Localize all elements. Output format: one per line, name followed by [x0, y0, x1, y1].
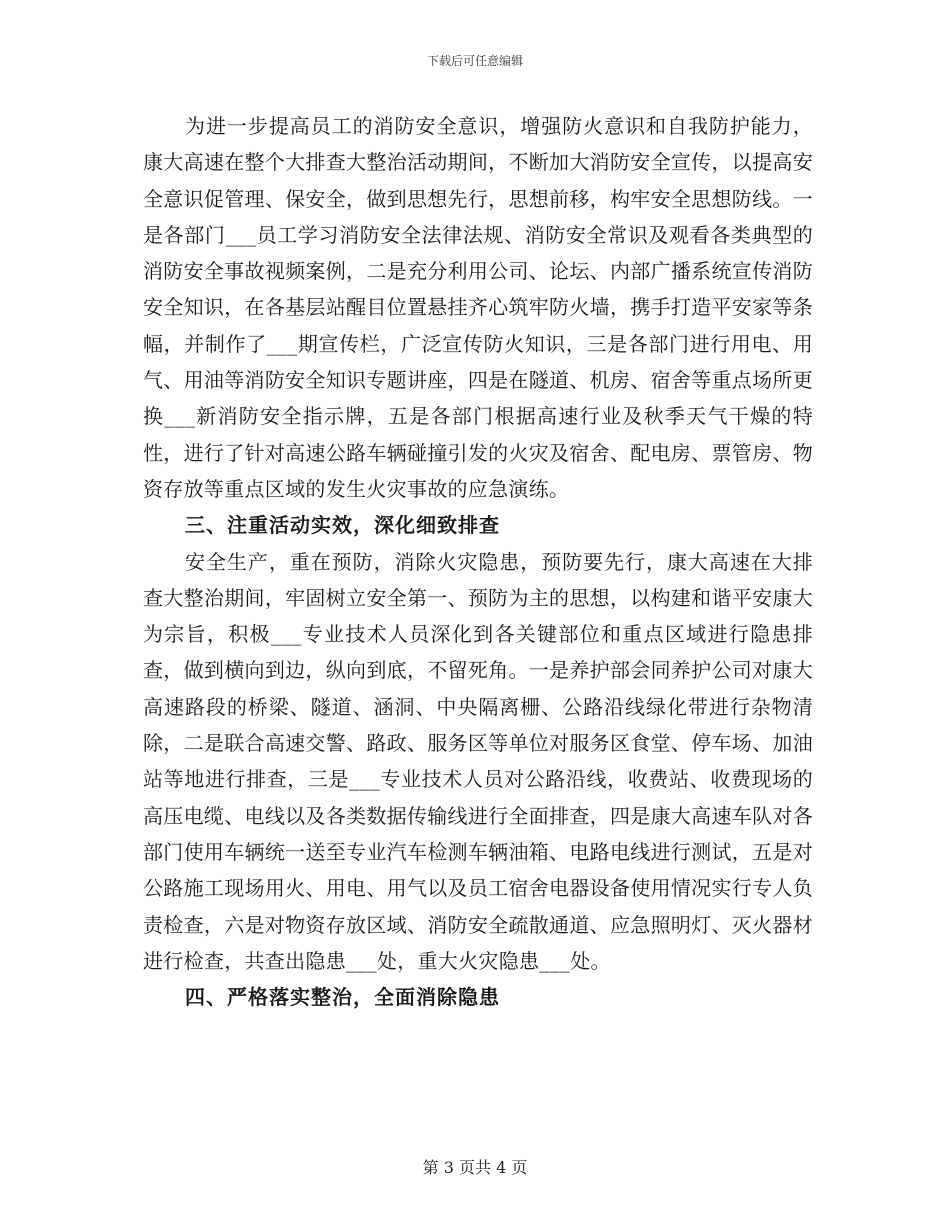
body-paragraph-fire-publicity: 为进一步提高员工的消防安全意识，增强防火意识和自我防护能力，康大高速在整个大排查大整治活动期间，不断加大消防安全宣传，以提高安全意识促管理、保安全，做到思想先行，思想前移，构牢安全思想防线。一是各部门___员工学习消防安全法律法规、消防安全常识及观看各类典型的消防安全事故视频案例，二是充分利用公司、论坛、内部广播系统宣传消防安全知识，在各基层站醒目位置悬挂齐心筑牢防火墙，携手打造平安家等条幅，并制作了___期宣传栏，广泛宣传防火知识，三是各部门进行用电、用气、用油等消防安全知识专题讲座，四是在隧道、机房、宿舍等重点场所更换___新消防安全指示牌，五是各部门根据高速行业及秋季天气干燥的特性，进行了针对高速公路车辆碰撞引发的火灾及宿舍、配电房、票管房、物资存放等重点区域的发生火灾事故的应急演练。	[143, 114, 813, 501]
page-header: 下载后可任意编辑	[426, 54, 523, 68]
section-heading-3: 三、注重活动实效，深化细致排查	[185, 513, 500, 538]
body-paragraph-inspection: 安全生产，重在预防，消除火灾隐患，预防要先行，康大高速在大排查大整治期间，牢固树立安全第一、预防为主的思想，以构建和谐平安康大为宗旨，积极___专业技术人员深化到各关键部位和重点区域进行隐患排查，做到横向到边，纵向到底，不留死角。一是养护部会同养护公司对康大高速路段的桥梁、隧道、涵洞、中央隔离栅、公路沿线绿化带进行杂物清除，二是联合高速交警、路政、服务区等单位对服务区食堂、停车场、加油站等地进行排查，三是___专业技术人员对公路沿线，收费站、收费现场的高压电缆、电线以及各类数据传输线进行全面排查，四是康大高速车队对各部门使用车辆统一送至专业汽车检测车辆油箱、电路电线进行测试，五是对公路施工现场用火、用电、用气以及员工宿舍电器设备使用情况实行专人负责检查，六是对物资存放区域、消防安全疏散通道、应急照明灯、灭火器材进行检查，共查出隐患___处，重大火灾隐患___处。	[143, 549, 813, 973]
section-heading-4: 四、严格落实整治，全面消除隐患	[185, 985, 500, 1010]
document-body	[143, 108, 813, 1015]
page-footer: 第 3 页共 4 页	[422, 1158, 528, 1177]
